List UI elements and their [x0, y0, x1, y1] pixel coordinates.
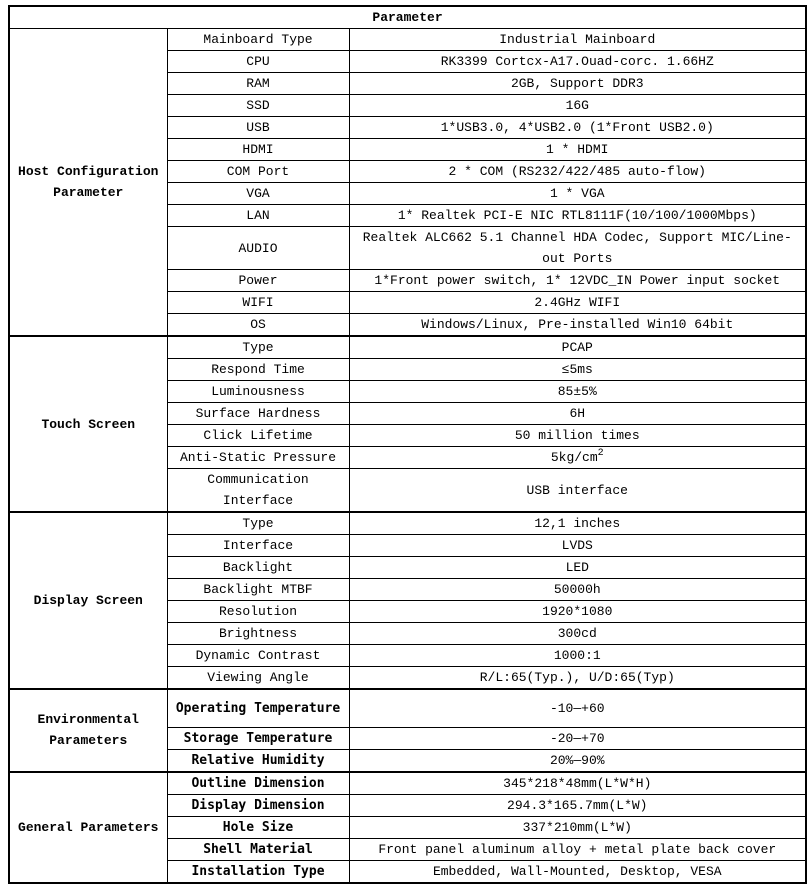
group-cell: General Parameters — [9, 772, 167, 883]
param-value: LVDS — [349, 535, 806, 557]
param-label: Mainboard Type — [167, 29, 349, 51]
param-value: -10—+60 — [349, 689, 806, 727]
group-cell: Host Configuration Parameter — [9, 29, 167, 337]
param-value: 300cd — [349, 623, 806, 645]
param-label: SSD — [167, 95, 349, 117]
param-value: 337*210mm(L*W) — [349, 816, 806, 838]
group-cell: Display Screen — [9, 512, 167, 689]
param-label: COM Port — [167, 161, 349, 183]
param-label: RAM — [167, 73, 349, 95]
param-value — [349, 447, 806, 469]
param-label: USB — [167, 117, 349, 139]
param-label: Communication Interface — [167, 469, 349, 513]
param-label: Anti-Static Pressure — [167, 447, 349, 469]
table-row — [9, 689, 806, 727]
param-value: 2 * COM (RS232/422/485 auto-flow) — [349, 161, 806, 183]
param-label: WIFI — [167, 292, 349, 314]
param-value: LED — [349, 557, 806, 579]
param-value: 1000:1 — [349, 645, 806, 667]
param-value: 85±5% — [349, 381, 806, 403]
table-header-row — [9, 6, 806, 29]
param-value: RK3399 Cortcx-A17.Ouad-corc. 1.66HZ — [349, 51, 806, 73]
param-label: Shell Material — [167, 838, 349, 860]
param-label: Relative Humidity — [167, 749, 349, 772]
param-label: Type — [167, 336, 349, 359]
table-title: Parameter — [9, 6, 806, 29]
param-value: Industrial Mainboard — [349, 29, 806, 51]
param-label: Interface — [167, 535, 349, 557]
param-label: Respond Time — [167, 359, 349, 381]
param-value: 50 million times — [349, 425, 806, 447]
param-label: Backlight — [167, 557, 349, 579]
table-row — [9, 772, 806, 795]
param-value: 12,1 inches — [349, 512, 806, 535]
param-label: Outline Dimension — [167, 772, 349, 795]
group-cell: Environmental Parameters — [9, 689, 167, 772]
param-label: Click Lifetime — [167, 425, 349, 447]
param-label: Luminousness — [167, 381, 349, 403]
param-value: -20—+70 — [349, 727, 806, 749]
table-row — [9, 29, 806, 51]
param-value: Embedded, Wall-Mounted, Desktop, VESA — [349, 860, 806, 883]
param-value: 2GB, Support DDR3 — [349, 73, 806, 95]
param-label: Resolution — [167, 601, 349, 623]
param-label: Viewing Angle — [167, 667, 349, 690]
param-label: Type — [167, 512, 349, 535]
table-row — [9, 512, 806, 535]
param-label: Hole Size — [167, 816, 349, 838]
param-value: 1*USB3.0, 4*USB2.0 (1*Front USB2.0) — [349, 117, 806, 139]
group-cell: Touch Screen — [9, 336, 167, 512]
param-label: Storage Temperature — [167, 727, 349, 749]
param-value: 20%—90% — [349, 749, 806, 772]
spec-table — [8, 5, 807, 884]
table-row — [9, 336, 806, 359]
param-value: 1 * VGA — [349, 183, 806, 205]
param-label: Power — [167, 270, 349, 292]
param-value: 16G — [349, 95, 806, 117]
param-value: 1*Front power switch, 1* 12VDC_IN Power input socket — [349, 270, 806, 292]
param-value-superscript: 2 — [597, 448, 604, 459]
param-value: Front panel aluminum alloy + metal plate back cover — [349, 838, 806, 860]
param-value: 2.4GHz WIFI — [349, 292, 806, 314]
param-label: Display Dimension — [167, 794, 349, 816]
param-value: ≤5ms — [349, 359, 806, 381]
param-value: Windows/Linux, Pre-installed Win10 64bit — [349, 314, 806, 337]
param-value: 1 * HDMI — [349, 139, 806, 161]
param-label: CPU — [167, 51, 349, 73]
param-value: USB interface — [349, 469, 806, 513]
param-value: Realtek ALC662 5.1 Channel HDA Codec, Support MIC/Line-out Ports — [349, 227, 806, 270]
param-value: 1920*1080 — [349, 601, 806, 623]
param-value: PCAP — [349, 336, 806, 359]
param-value: R/L:65(Typ.), U/D:65(Typ) — [349, 667, 806, 690]
spec-sheet-page — [0, 5, 809, 879]
param-label: HDMI — [167, 139, 349, 161]
param-label: Backlight MTBF — [167, 579, 349, 601]
param-label: Operating Temperature — [167, 689, 349, 727]
param-label: OS — [167, 314, 349, 337]
param-value: 345*218*48mm(L*W*H) — [349, 772, 806, 795]
param-value-text: 5kg/cm — [550, 450, 598, 465]
param-label: Brightness — [167, 623, 349, 645]
param-value: 50000h — [349, 579, 806, 601]
param-label: Installation Type — [167, 860, 349, 883]
param-label: Surface Hardness — [167, 403, 349, 425]
param-label: LAN — [167, 205, 349, 227]
param-value: 294.3*165.7mm(L*W) — [349, 794, 806, 816]
param-value: 1* Realtek PCI-E NIC RTL8111F(10/100/1000Mbps) — [349, 205, 806, 227]
param-label: Dynamic Contrast — [167, 645, 349, 667]
param-label: AUDIO — [167, 227, 349, 270]
param-label: VGA — [167, 183, 349, 205]
param-value: 6H — [349, 403, 806, 425]
